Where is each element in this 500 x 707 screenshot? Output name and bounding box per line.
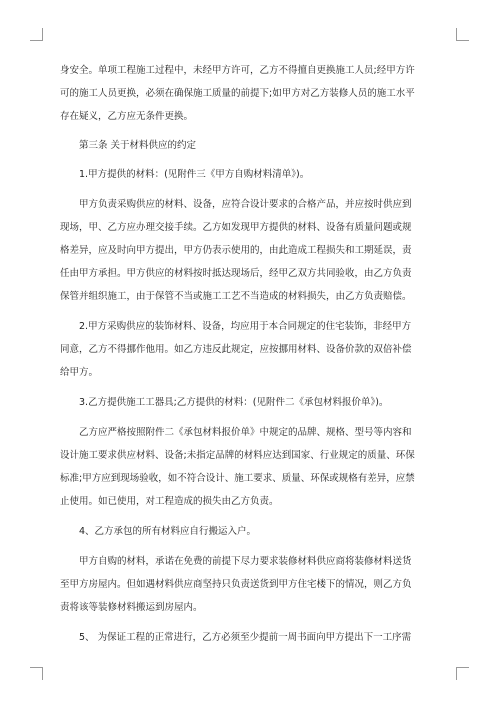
text-line: 4、乙方承包的所有材料应自行搬运入户。 [79,526,257,537]
crop-mark-bottom-right [456,667,469,680]
text-line: 存在疑义，乙方应无条件更换。 [60,111,194,122]
text-line: 设计施工要求供应材料、设备;未指定品牌的材料应达到国家、行业规定的质量、环保 [60,450,415,461]
text-line: 乙方应严格按照附件二《承包材料报价单》中规定的品牌、规格、型号等内容和 [79,427,412,438]
text-line: 给甲方。 [60,367,99,378]
text-line: 1.甲方提供的材料：(见附件三《甲方自购材料清单》)。 [79,169,310,180]
text-line: 3.乙方提供施工工器具;乙方提供的材料：(见附件二《承包材料报价单》)。 [79,397,389,408]
text-line: 至甲方房屋内。但如遇材料供应商坚持只负责送货到甲方住宅楼下的情况，则乙方负 [60,579,412,590]
text-line: 身安全。单项工程施工过程中，未经甲方许可，乙方不得擅自更换施工人员;经甲方许 [60,65,415,76]
crop-mark-top-left [30,28,43,41]
text-line: 同意，乙方不得挪作他用。如乙方违反此规定，应按挪用材料、设备价款的双倍补偿 [60,344,412,355]
text-line: 保管并组织施工，由于保管不当或施工工艺不当造成的材料损失，由乙方负责赔偿。 [60,291,412,302]
text-line: 2.甲方采购供应的装饰材料、设备，均应用于本合同规定的住宅装饰，非经甲方 [79,321,412,332]
crop-mark-top-right [456,28,469,41]
text-line: 现场，甲、乙方应办理交接手续。乙方如发现甲方提供的材料、设备有质量问题或规 [60,222,412,233]
text-line: 5、 为保证工程的正常进行，乙方必须至少提前一周书面向甲方提出下一工序需 [79,632,412,643]
text-line: 标准;甲方应到现场验收，如不符合设计、施工要求、质量、环保或规格有差异，应禁 [60,473,415,484]
section-heading: 第三条 关于材料供应的约定 [79,140,197,151]
text-line: 格差异，应及时向甲方提出，甲方仍表示使用的，由此造成工程损失和工期延误，责 [60,245,412,256]
text-line: 责将该等装修材料搬运到房屋内。 [60,602,203,613]
text-line: 可的施工人员更换，必须在确保施工质量的前提下;如甲方对乙方装修人员的施工水平 [60,88,415,99]
text-line: 甲方负责采购供应的材料、设备，应符合设计要求的合格产品，并应按时供应到 [79,199,412,210]
crop-mark-bottom-left [30,667,43,680]
text-line: 任由甲方承担。甲方供应的材料按时抵达现场后，经甲乙双方共同验收，由乙方负责 [60,268,412,279]
text-line: 止使用。如已使用，对工程造成的损失由乙方负责。 [60,496,279,507]
text-line: 甲方自购的材料，承诺在免费的前提下尽力要求装修材料供应商将装修材料送货 [79,556,412,567]
